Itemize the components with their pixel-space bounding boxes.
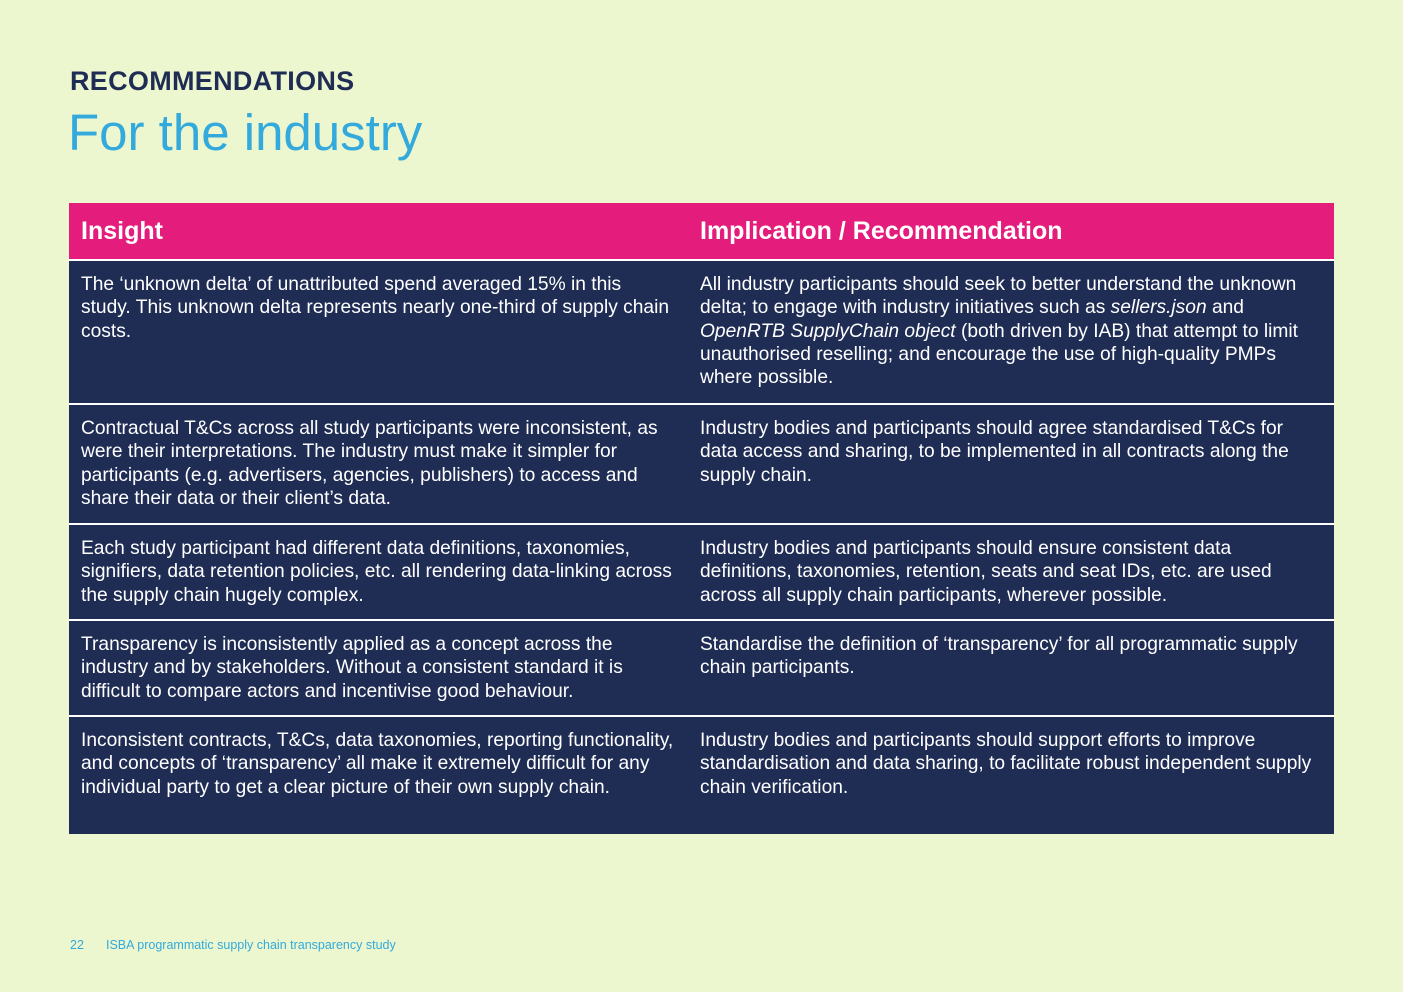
section-eyebrow: RECOMMENDATIONS [70,66,355,96]
publication-title: ISBA programmatic supply chain transparency study [106,938,396,952]
insight-cell: The ‘unknown delta’ of unattributed spend averaged 15% in this study. This unknown delta represents nearly one-third of supply chain costs. [69,260,688,404]
recommendation-text: and [1206,297,1244,319]
column-header-recommendation: Implication / Recommendation [688,203,1334,260]
table-row [69,524,1334,620]
recommendation-cell: Industry bodies and participants should ensure consistent data definitions, taxonomies, retention, seats and seat IDs, etc. are used across all supply chain participants, wherever possible. [688,524,1334,620]
recommendations-table [69,203,1334,834]
recommendation-cell: Industry bodies and participants should agree standardised T&Cs for data access and sharing, to be implemented in all contracts along the supply chain. [688,404,1334,524]
insight-cell: Contractual T&Cs across all study participants were inconsistent, as were their interpretations. The industry must make it simpler for participants (e.g. advertisers, agencies, publishers) to access and share their data or their client’s data. [69,404,688,524]
recommendation-cell [688,260,1334,404]
recommendation-cell: Industry bodies and participants should support efforts to improve standardisation and data sharing, to facilitate robust independent supply chain verification. [688,716,1334,834]
recommendation-emphasis: sellers.json [1110,297,1207,319]
insight-cell: Transparency is inconsistently applied as a concept across the industry and by stakeholders. Without a consistent standard it is difficult to compare actors and incentivise good behaviour. [69,620,688,716]
page-number: 22 [70,938,84,952]
insight-cell: Inconsistent contracts, T&Cs, data taxonomies, reporting functionality, and concepts of ‘transparency’ all make it extremely difficult for any individual party to get a clear picture of their own supply chain. [69,716,688,834]
table-header-row [69,203,1334,260]
table-row [69,620,1334,716]
table-row [69,716,1334,834]
column-header-insight: Insight [69,203,688,260]
recommendation-text: (both driven by IAB) that attempt to limit unauthorised reselling; and encourage the use of high-quality PMPs where possible. [700,320,1298,389]
table-row [69,260,1334,404]
insight-cell: Each study participant had different data definitions, taxonomies, signifiers, data retention policies, etc. all rendering data-linking across the supply chain hugely complex. [69,524,688,620]
page-footer [70,938,396,952]
recommendation-text: All industry participants should seek to better understand the unknown delta; to engage with industry initiatives such as [700,274,1297,319]
recommendation-cell: Standardise the definition of ‘transparency’ for all programmatic supply chain participants. [688,620,1334,716]
page-title: For the industry [68,104,423,161]
table-row [69,404,1334,524]
recommendation-emphasis: OpenRTB SupplyChain object [700,320,956,342]
